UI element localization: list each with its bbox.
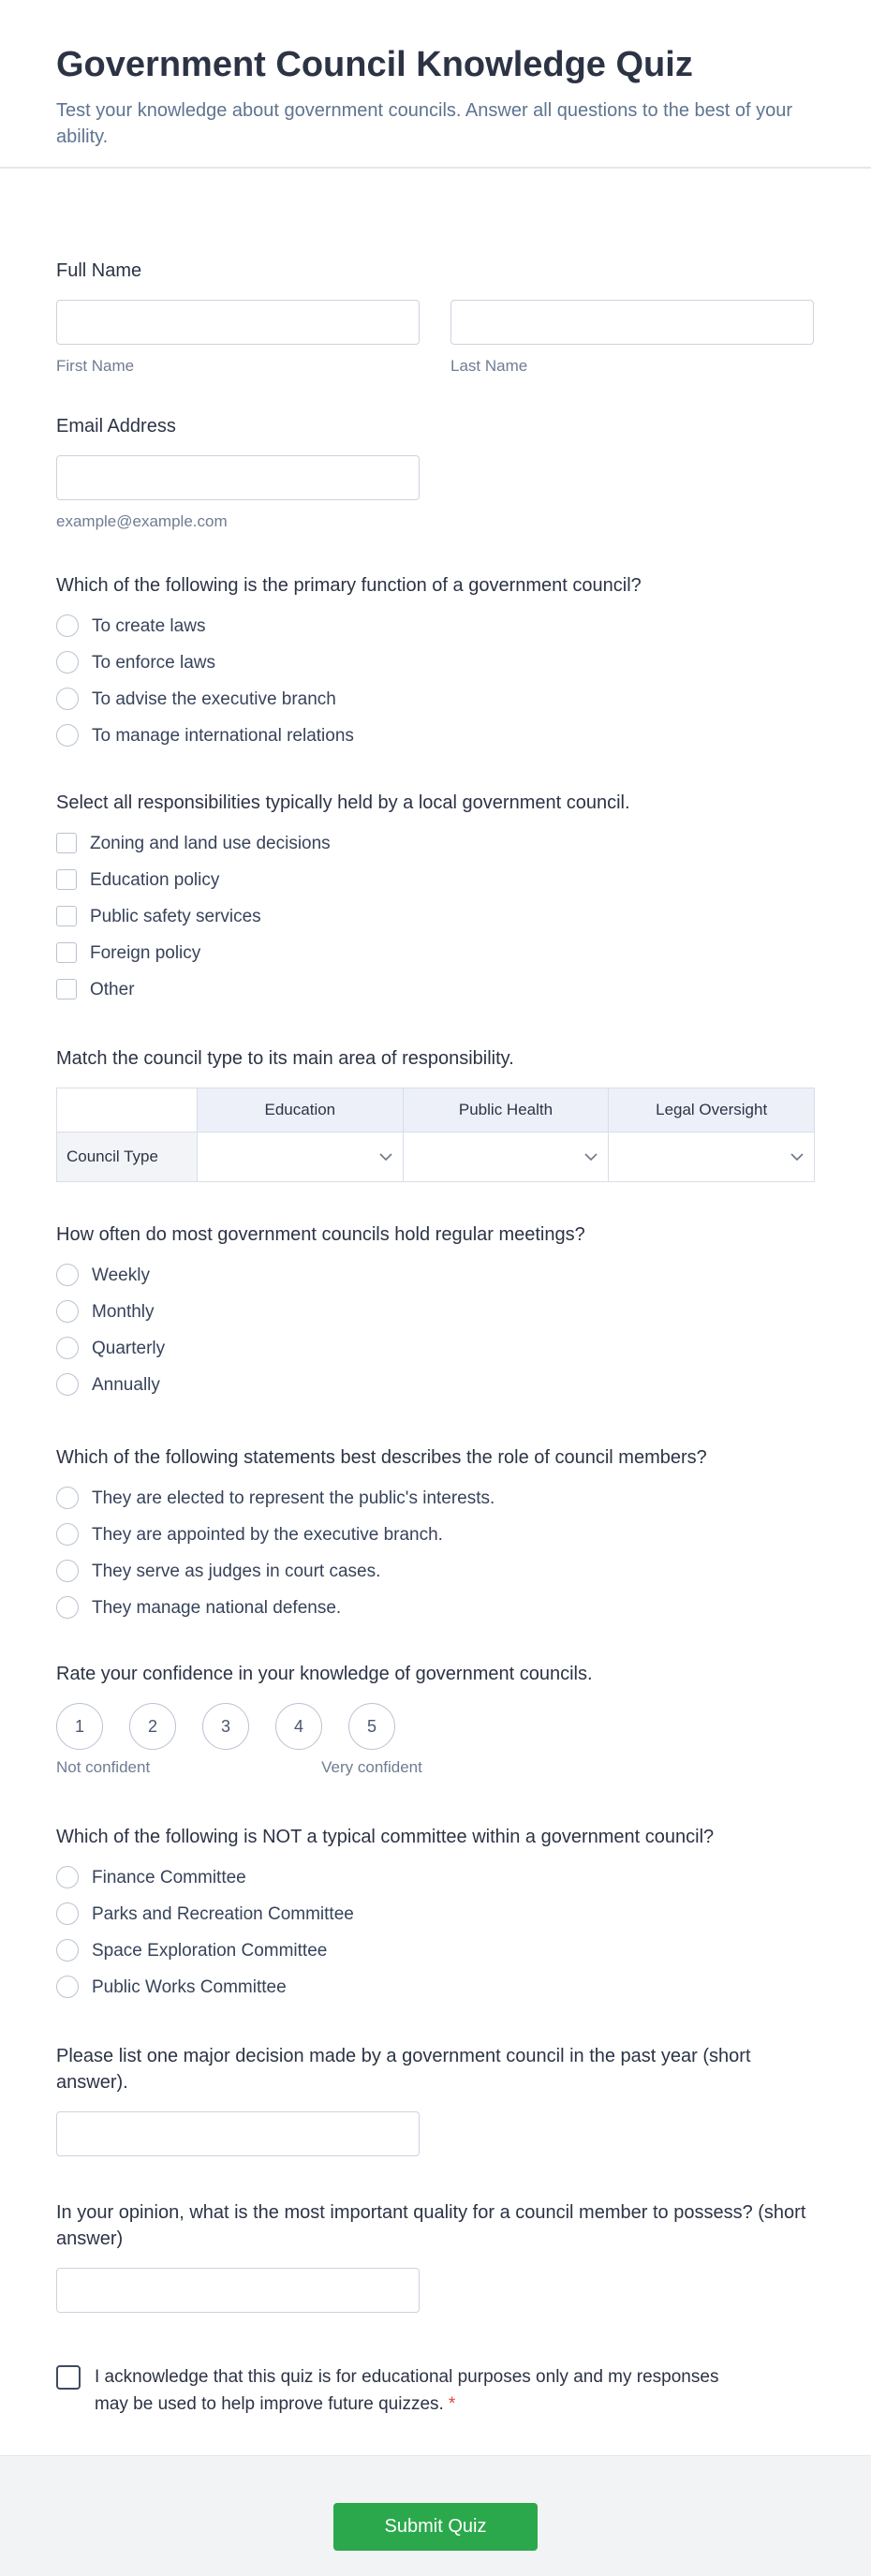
radio-option[interactable]: [56, 1373, 815, 1396]
radio-icon: [56, 1373, 79, 1396]
radio-icon: [56, 651, 79, 674]
radio-option[interactable]: [56, 1939, 815, 1962]
email-label: Email Address: [56, 416, 176, 437]
question-label: Which of the following statements best describes the role of council members?: [56, 1447, 707, 1469]
option-label: They serve as judges in court cases.: [92, 1561, 381, 1581]
scale-options-row: [56, 1703, 815, 1750]
radio-option[interactable]: [56, 1560, 815, 1582]
option-label: Public safety services: [90, 906, 261, 926]
question-label: How often do most government councils hold regular meetings?: [56, 1224, 585, 1246]
option-label: They manage national defense.: [92, 1597, 342, 1618]
matrix-select-public-health[interactable]: [404, 1133, 609, 1181]
radio-option[interactable]: [56, 1264, 815, 1286]
form-subtitle: Test your knowledge about government councils. Answer all questions to the best of your ability.: [56, 99, 793, 147]
matrix-row: [57, 1133, 815, 1182]
question-label: Which of the following is the primary function of a government council?: [56, 575, 642, 597]
checkbox-icon: [56, 833, 77, 853]
option-label: They are elected to represent the public's interests.: [92, 1488, 495, 1508]
scale-option-5[interactable]: 5: [348, 1703, 395, 1750]
form-header: [0, 0, 871, 169]
matrix-header-row: [57, 1088, 815, 1133]
radio-icon: [56, 1487, 79, 1509]
question-meeting-frequency: [56, 1221, 815, 1396]
scale-option-3[interactable]: 3: [202, 1703, 249, 1750]
scale-option-4[interactable]: 4: [275, 1703, 322, 1750]
matrix-cell: [198, 1133, 404, 1182]
full-name-label: Full Name: [56, 259, 142, 281]
option-label: Zoning and land use decisions: [90, 833, 331, 853]
question-label: Rate your confidence in your knowledge of government councils.: [56, 1664, 593, 1685]
radio-icon: [56, 1866, 79, 1888]
checkbox-option[interactable]: [56, 941, 815, 964]
checkbox-icon: [56, 906, 77, 926]
question-label: In your opinion, what is the most important quality for a council member to possess? (short answer): [56, 2202, 806, 2250]
form-title: Government Council Knowledge Quiz: [56, 45, 693, 84]
option-label: Education policy: [90, 869, 220, 890]
radio-icon: [56, 1337, 79, 1359]
field-email: [56, 413, 815, 531]
radio-icon: [56, 1976, 79, 1998]
question-confidence-scale: [56, 1661, 815, 1777]
option-label: To manage international relations: [92, 725, 354, 746]
last-name-input[interactable]: [450, 300, 814, 345]
checkbox-option[interactable]: [56, 905, 815, 927]
radio-icon: [56, 1560, 79, 1582]
field-acknowledgment: [56, 2364, 815, 2418]
option-label: To advise the executive branch: [92, 688, 336, 709]
question-important-quality: [56, 2199, 815, 2313]
question-label: Select all responsibilities typically held by a local government council.: [56, 792, 630, 814]
important-quality-input[interactable]: [56, 2268, 420, 2313]
checkbox-icon: [56, 979, 77, 999]
matrix-column-header: Public Health: [403, 1088, 609, 1133]
radio-option[interactable]: [56, 1300, 815, 1323]
matrix-cell: [403, 1133, 609, 1182]
form-body: [0, 169, 871, 2456]
matrix-column-header: Legal Oversight: [609, 1088, 815, 1133]
matrix-cell: [609, 1133, 815, 1182]
last-name-sublabel: Last Name: [450, 356, 528, 375]
first-name-sublabel: First Name: [56, 356, 135, 375]
option-label: Quarterly: [92, 1338, 166, 1358]
radio-option[interactable]: [56, 1596, 815, 1619]
email-sublabel: example@example.com: [56, 512, 228, 531]
options-list: [56, 832, 815, 1000]
option-label: Space Exploration Committee: [92, 1940, 328, 1961]
matrix-row-label: Council Type: [57, 1133, 198, 1182]
matrix-corner-cell: [57, 1088, 198, 1133]
checkbox-option[interactable]: [56, 832, 815, 854]
radio-option[interactable]: [56, 1487, 815, 1509]
matrix-select-education[interactable]: [198, 1133, 403, 1181]
checkbox-option[interactable]: [56, 868, 815, 891]
matrix-select-legal-oversight[interactable]: [609, 1133, 814, 1181]
first-name-group: [56, 300, 420, 376]
radio-icon: [56, 688, 79, 710]
option-label: Monthly: [92, 1301, 155, 1322]
question-primary-function: [56, 572, 815, 747]
scale-labels: [56, 1758, 459, 1777]
options-list: [56, 1487, 815, 1619]
chevron-down-icon: [379, 1153, 392, 1162]
chevron-down-icon: [584, 1153, 598, 1162]
chevron-down-icon: [790, 1153, 804, 1162]
option-label: Weekly: [92, 1265, 150, 1285]
radio-option[interactable]: [56, 614, 815, 637]
radio-option[interactable]: [56, 1902, 815, 1925]
question-major-decision: [56, 2043, 815, 2156]
scale-min-label: Not confident: [56, 1758, 151, 1777]
radio-option[interactable]: [56, 1866, 815, 1888]
option-label: To create laws: [92, 615, 206, 636]
first-name-input[interactable]: [56, 300, 420, 345]
option-label: Foreign policy: [90, 942, 201, 963]
last-name-group: [450, 300, 814, 376]
name-inputs-row: [56, 300, 815, 376]
major-decision-input[interactable]: [56, 2111, 420, 2156]
checkbox-icon: [56, 869, 77, 890]
scale-option-2[interactable]: 2: [129, 1703, 176, 1750]
question-committee: [56, 1824, 815, 1998]
radio-icon: [56, 1523, 79, 1546]
question-label: Match the council type to its main area of responsibility.: [56, 1048, 514, 1070]
radio-option[interactable]: [56, 1523, 815, 1546]
option-label: Other: [90, 979, 135, 999]
radio-option[interactable]: [56, 1337, 815, 1359]
radio-icon: [56, 1264, 79, 1286]
option-label: To enforce laws: [92, 652, 216, 673]
options-list: [56, 1866, 815, 1998]
radio-option[interactable]: [56, 651, 815, 674]
question-match-council-type: [56, 1045, 815, 1182]
radio-option[interactable]: [56, 688, 815, 710]
radio-icon: [56, 724, 79, 747]
scale-option-1[interactable]: 1: [56, 1703, 103, 1750]
radio-option[interactable]: [56, 724, 815, 747]
required-asterisk: *: [448, 2393, 456, 2414]
radio-icon: [56, 1902, 79, 1925]
radio-icon: [56, 1300, 79, 1323]
submit-button[interactable]: Submit Quiz: [333, 2503, 538, 2551]
checkbox-option[interactable]: [56, 978, 815, 1000]
email-input[interactable]: [56, 455, 420, 500]
option-label: Finance Committee: [92, 1867, 246, 1888]
question-label: Please list one major decision made by a government council in the past year (short answer).: [56, 2046, 751, 2094]
radio-icon: [56, 1596, 79, 1619]
checkbox-icon: [56, 942, 77, 963]
acknowledgment-text: I acknowledge that this quiz is for educational purposes only and my responses may be used to help improve future quizzes.: [95, 2367, 719, 2414]
radio-option[interactable]: [56, 1976, 815, 1998]
acknowledgment-label: [95, 2364, 750, 2418]
question-responsibilities: [56, 790, 815, 1000]
scale-max-label: Very confident: [321, 1758, 422, 1777]
question-label: Which of the following is NOT a typical committee within a government council?: [56, 1827, 715, 1848]
radio-icon: [56, 1939, 79, 1962]
options-list: [56, 614, 815, 747]
option-label: They are appointed by the executive branch.: [92, 1524, 443, 1545]
matrix-column-header: Education: [198, 1088, 404, 1133]
form-footer: [0, 2455, 871, 2576]
question-member-role: [56, 1444, 815, 1619]
option-label: Parks and Recreation Committee: [92, 1903, 354, 1924]
option-label: Public Works Committee: [92, 1976, 287, 1997]
options-list: [56, 1264, 815, 1396]
matrix-table: [56, 1088, 815, 1182]
acknowledgment-checkbox[interactable]: [56, 2365, 81, 2390]
option-label: Annually: [92, 1374, 160, 1395]
radio-icon: [56, 614, 79, 637]
field-full-name: [56, 258, 815, 376]
